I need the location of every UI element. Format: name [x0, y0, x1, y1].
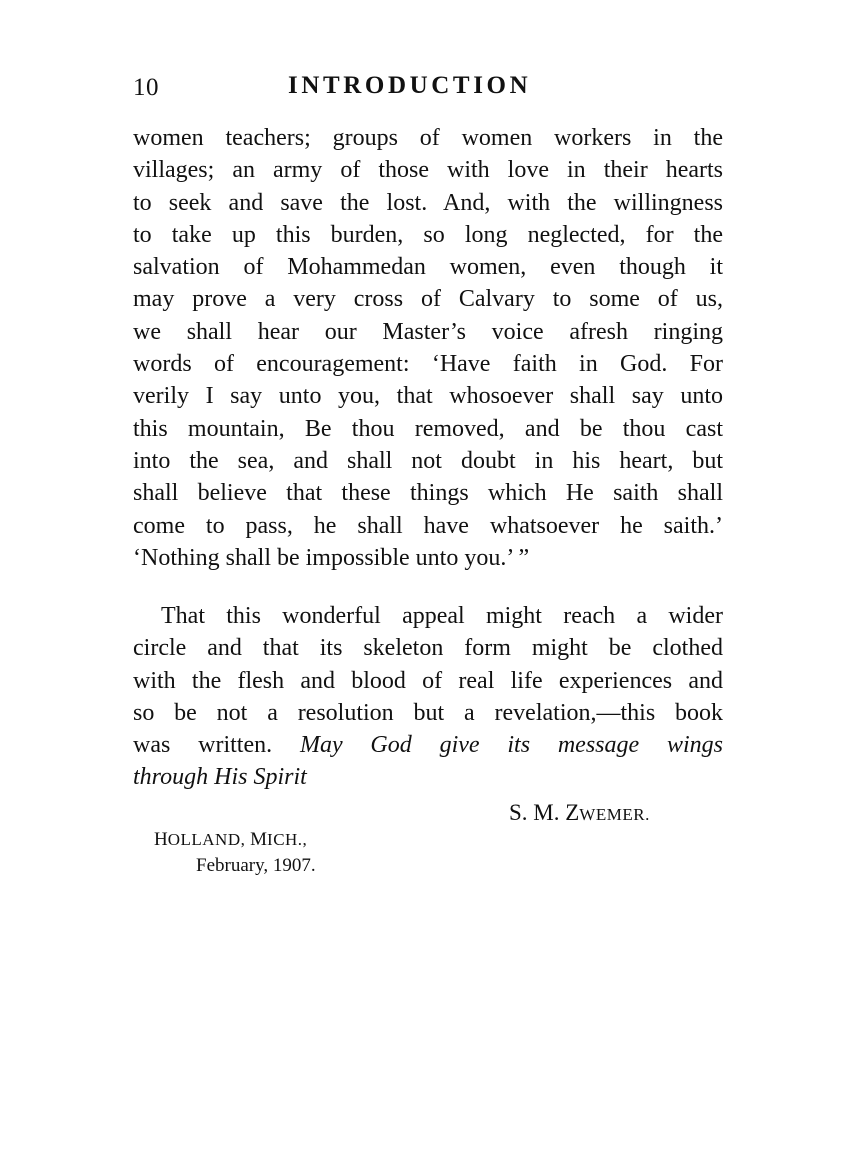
text-line: women teachers; groups of women workers in the — [133, 125, 723, 151]
text-line: verily I say unto you, that whosoever shall say unto — [133, 383, 723, 410]
date-line: February, 1907. — [196, 855, 316, 876]
paragraph-1 — [133, 122, 723, 574]
text-line: may prove a very cross of Calvary to some of us, — [133, 286, 723, 313]
text-line: ‘Nothing shall be impossible unto you.’ ” — [133, 544, 530, 571]
page-number: 10 — [133, 74, 159, 101]
signature — [509, 797, 650, 831]
signature-surname: WEMER. — [579, 805, 650, 824]
text-line: with the flesh and blood of real life experiences and — [133, 667, 723, 694]
text-line: we shall hear our Master’s voice afresh ringing — [133, 318, 723, 345]
text-line: to seek and save the lost. And, with the willingness — [133, 189, 723, 216]
text-line-mixed — [133, 729, 723, 761]
running-head: INTRODUCTION — [288, 72, 532, 99]
state-initial: M — [250, 829, 268, 850]
text-line: words of encouragement: ‘Have faith in God. For — [133, 351, 723, 378]
text-line: salvation of Mohammedan women, even though it — [133, 254, 723, 281]
text-line: this mountain, Be thou removed, and be thou cast — [133, 415, 723, 442]
text-line: into the sea, and shall not doubt in his heart, but — [133, 447, 723, 474]
italic-text: May God give its message wings — [299, 732, 723, 759]
signature-initials: S. M. Z — [509, 800, 580, 825]
state-rest: ICH., — [267, 830, 308, 849]
place-rest: OLLAND, — [167, 830, 251, 849]
roman-text: was written. — [133, 732, 300, 759]
text-line: circle and that its skeleton form might be clothed — [133, 635, 723, 662]
text-line: through His Spirit — [133, 764, 307, 791]
place-line — [154, 827, 307, 853]
place-initial: H — [154, 829, 168, 850]
text-line: That this wonderful appeal might reach a wider — [161, 603, 723, 629]
text-line: villages; an army of those with love in their hearts — [133, 157, 723, 184]
text-line: so be not a resolution but a revelation,—this book — [133, 699, 723, 726]
paragraph-2 — [133, 600, 723, 794]
text-line: to take up this burden, so long neglected, for the — [133, 221, 723, 248]
text-line: come to pass, he shall have whatsoever he saith.’ — [133, 512, 723, 539]
text-line: shall believe that these things which He saith shall — [133, 480, 723, 507]
